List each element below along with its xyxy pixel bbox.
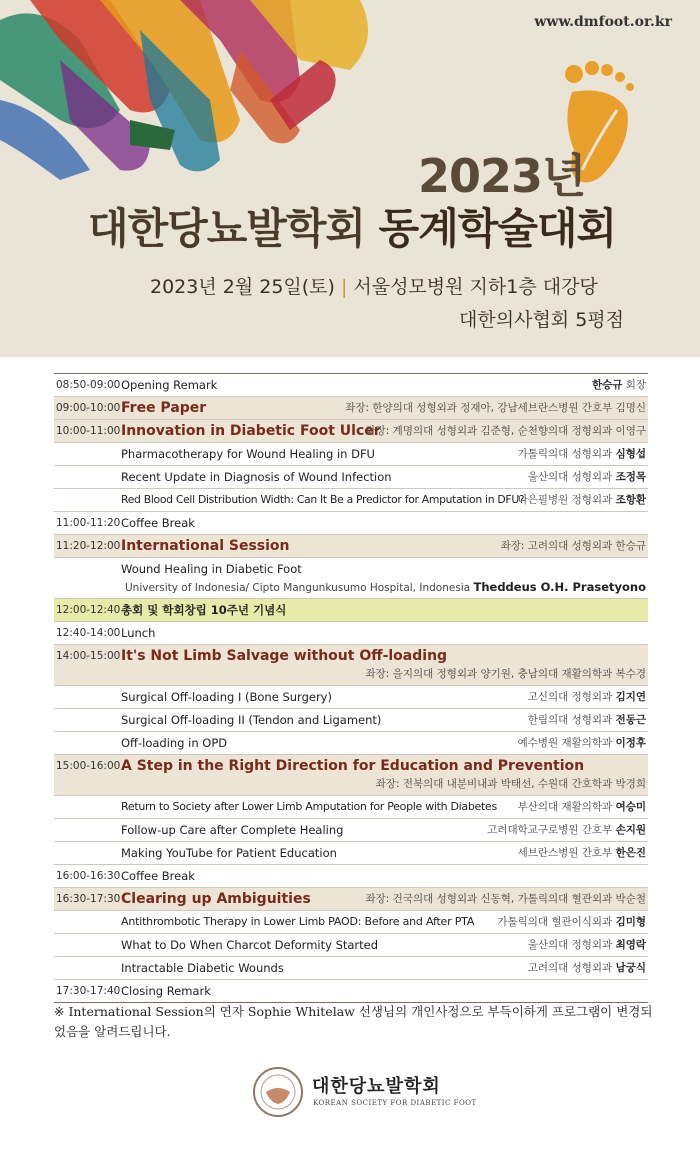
session-time: 08:50-09:00	[56, 379, 121, 391]
program-change-notice: ※ International Session의 연자 Sophie Whitelaw 선생님의 개인사정으로 부득이하게 프로그램이 변경되었음을 알려드립니다.	[54, 1004, 653, 1039]
talk-title: Follow-up Care after Complete Healing	[121, 823, 344, 837]
schedule-row	[54, 622, 648, 645]
schedule-row	[54, 957, 648, 980]
session-title: Lunch	[121, 626, 156, 640]
website-url[interactable]: www.dmfoot.or.kr	[534, 14, 672, 30]
session-time: 10:00-11:00	[56, 425, 121, 437]
speaker: 고려의대 성형외과 남궁식	[527, 962, 646, 974]
speaker: 나은필병원 정형외과 조항환	[517, 494, 646, 506]
schedule-row	[54, 732, 648, 755]
schedule-row	[54, 934, 648, 957]
event-year: 2023년	[418, 149, 586, 203]
chairs: 좌장: 한양의대 성형외과 정재아, 강남세브란스병원 간호부 김명신	[345, 402, 646, 414]
schedule-row	[54, 599, 648, 622]
talk-title: Red Blood Cell Distribution Width: Can It Be a Predictor for Amputation in DFU?	[121, 493, 525, 506]
session-time: 14:00-15:00	[56, 650, 121, 662]
session-time: 09:00-10:00	[56, 402, 121, 414]
speaker: 세브란스병원 간호부 한은진	[517, 847, 646, 859]
schedule-row	[54, 888, 648, 911]
credit-points: 대한의사협회 5평점	[459, 309, 624, 331]
talk-title: Pharmacotherapy for Wound Healing in DFU	[121, 447, 375, 461]
speaker: 가톨릭의대 혈관이식외과 김미형	[497, 916, 646, 928]
chairs: 좌장: 건국의대 성형외과 신동혁, 가톨릭의대 혈관외과 박순철	[365, 893, 646, 905]
session-time: 12:40-14:00	[56, 627, 121, 639]
speaker: 부산의대 재활의학과 여승미	[517, 801, 646, 813]
chairs: 좌장: 전북의대 내분비내과 박태선, 수원대 간호학과 박경희	[375, 778, 646, 790]
title-accent: 동계학술대회	[378, 204, 617, 253]
speaker: 고려대학교구로병원 간호부 손지원	[487, 824, 646, 836]
talk-title: Off-loading in OPD	[121, 736, 228, 750]
talk-title: Recent Update in Diagnosis of Wound Infection	[121, 470, 392, 484]
page-title	[88, 196, 616, 256]
schedule-row	[54, 489, 648, 512]
chairs: 좌장: 을지의대 정형외과 양기원, 충남의대 재활의학과 복수경	[365, 668, 646, 680]
talk-title: Surgical Off-loading II (Tendon and Ligament)	[121, 713, 382, 727]
speaker: University of Indonesia/ Cipto Mangunkusumo Hospital, Indonesia Theddeus O.H. Prasetyono	[124, 580, 646, 594]
schedule-row	[54, 420, 648, 443]
schedule-row	[54, 709, 648, 732]
speaker: 예수병원 재활의학과 이정후	[517, 737, 646, 749]
talk-title: Antithrombotic Therapy in Lower Limb PAOD: Before and After PTA	[121, 915, 475, 928]
schedule-row	[54, 466, 648, 489]
schedule-row	[54, 819, 648, 842]
runners-illustration	[0, 0, 400, 200]
session-time: 15:00-16:00	[56, 760, 121, 772]
session-time: 16:00-16:30	[56, 870, 121, 882]
session-title: It's Not Limb Salvage without Off-loading	[121, 648, 448, 664]
session-time: 12:00-12:40	[56, 604, 121, 616]
event-date: 2023년 2월 25일(토)	[150, 276, 335, 298]
session-title: International Session	[121, 538, 290, 554]
talk-title: What to Do When Charcot Deformity Started	[121, 938, 379, 952]
header-banner	[0, 0, 700, 357]
session-time: 17:30-17:40	[56, 985, 121, 997]
schedule-row	[54, 842, 648, 865]
schedule-row	[54, 755, 648, 796]
session-title: Free Paper	[121, 400, 207, 416]
society-name-en: KOREAN SOCIETY FOR DIABETIC FOOT	[313, 1099, 477, 1107]
session-title: Innovation in Diabetic Foot Ulcer	[121, 423, 381, 439]
speaker: 한림의대 성형외과 전동근	[527, 714, 646, 726]
talk-title: Intractable Diabetic Wounds	[121, 961, 284, 975]
session-title: A Step in the Right Direction for Education and Prevention	[121, 758, 585, 774]
schedule-row	[54, 558, 648, 599]
session-time: 11:20-12:00	[56, 540, 121, 552]
session-title: Coffee Break	[121, 516, 195, 530]
schedule-row	[54, 911, 648, 934]
chairs: 좌장: 계명의대 성형외과 김준형, 순천향의대 정형외과 이영구	[365, 425, 646, 437]
event-date-venue	[150, 272, 598, 299]
session-title: Coffee Break	[121, 869, 195, 883]
speaker: 울산의대 정형외과 최영락	[527, 939, 646, 951]
separator: |	[340, 276, 348, 298]
talk-title: Making YouTube for Patient Education	[121, 846, 337, 860]
session-title: Clearing up Ambiguities	[121, 891, 311, 907]
event-venue: 서울성모병원 지하1층 대강당	[353, 276, 598, 298]
session-title: 총회 및 학회창립 10주년 기념식	[121, 603, 287, 617]
talk-title: Surgical Off-loading I (Bone Surgery)	[121, 690, 332, 704]
schedule-row	[54, 512, 648, 535]
schedule-row	[54, 535, 648, 558]
talk-title: Return to Society after Lower Limb Amputation for People with Diabetes	[121, 800, 497, 813]
session-time: 11:00-11:20	[56, 517, 121, 529]
society-name: 대한당뇨발학회	[312, 1076, 441, 1097]
society-seal-icon	[252, 1066, 304, 1118]
schedule-table	[54, 373, 648, 1003]
speaker: 가톨릭의대 성형외과 심형섭	[517, 448, 646, 460]
chairs: 좌장: 고려의대 성형외과 한승규	[500, 540, 646, 552]
speaker: 한승규 회장	[591, 379, 646, 391]
speaker: 울산의대 성형외과 조정목	[527, 471, 646, 483]
schedule-row	[54, 373, 648, 397]
title-prefix: 대한당뇨발학회	[88, 204, 366, 253]
schedule-row	[54, 865, 648, 888]
schedule-row	[54, 645, 648, 686]
schedule-row	[54, 397, 648, 420]
session-time: 16:30-17:30	[56, 893, 121, 905]
schedule-row	[54, 980, 648, 1003]
speaker: 고신의대 정형외과 김지연	[527, 691, 646, 703]
schedule-row	[54, 686, 648, 709]
schedule-row	[54, 443, 648, 466]
talk-title: Wound Healing in Diabetic Foot	[121, 562, 302, 576]
session-title: Closing Remark	[121, 984, 211, 998]
session-title: Opening Remark	[121, 378, 218, 392]
schedule-row	[54, 796, 648, 819]
